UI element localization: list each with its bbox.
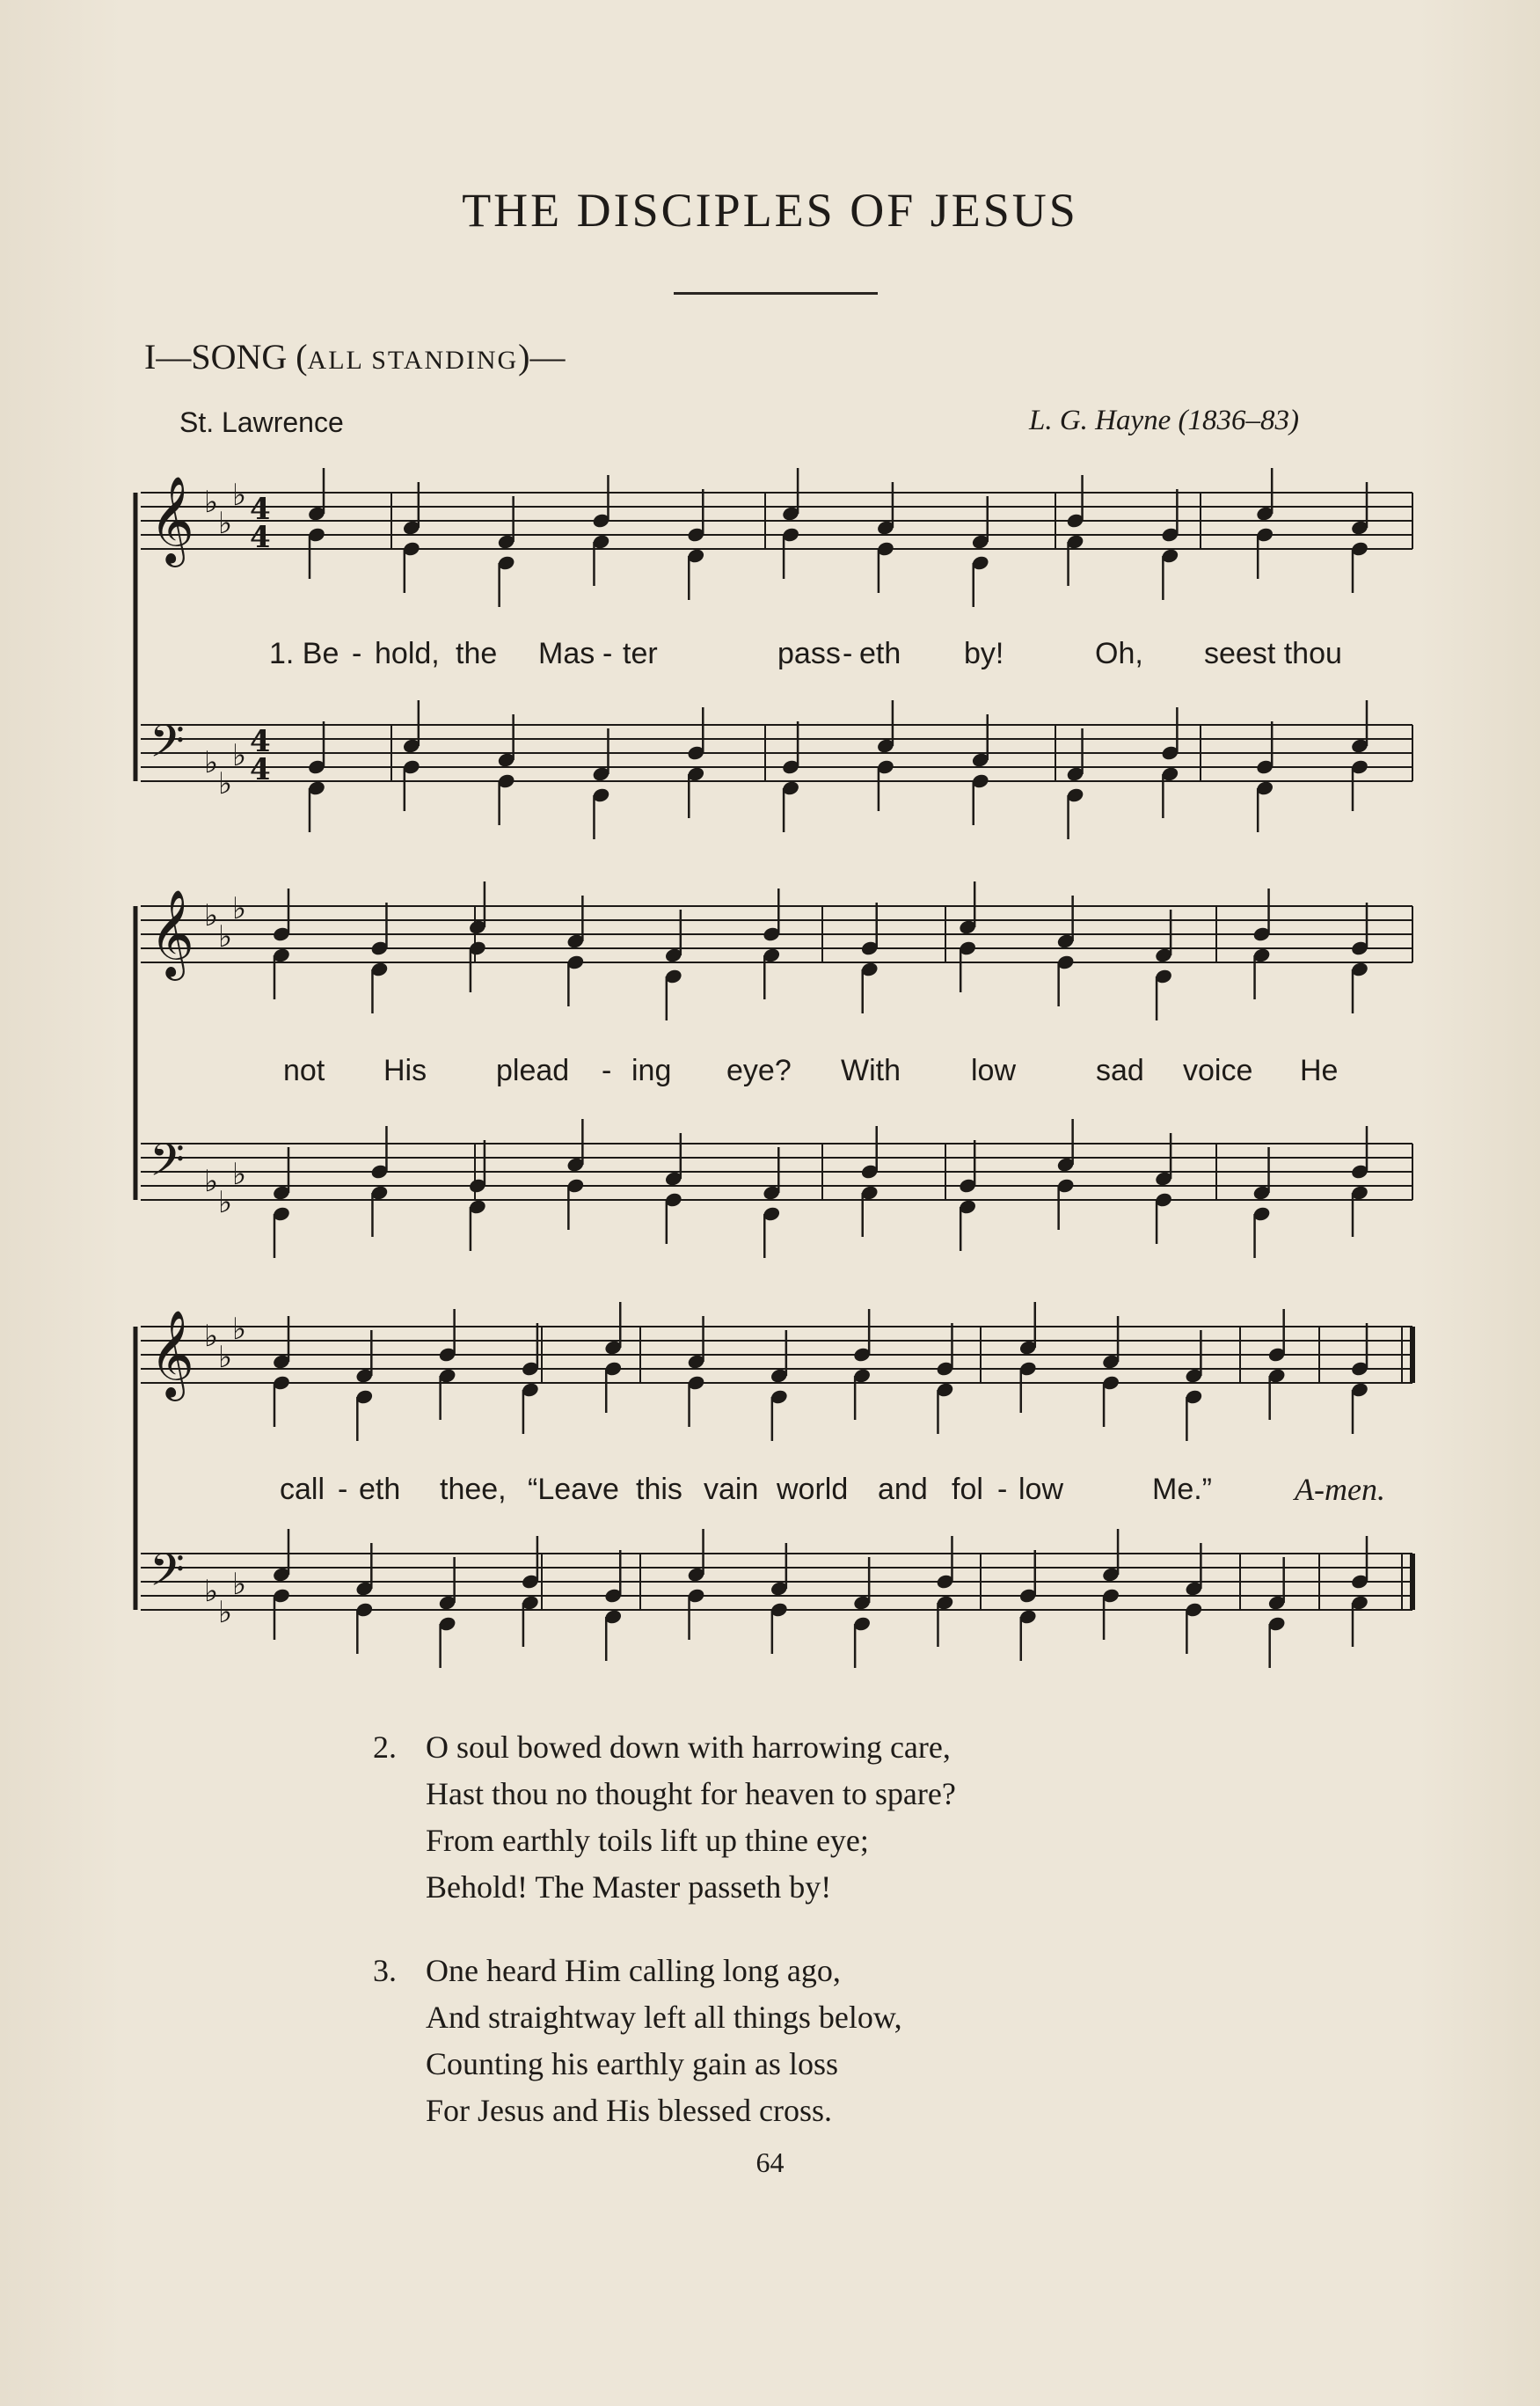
bass-clef-icon: 𝄢 <box>150 714 185 779</box>
lyric-syllable: not <box>283 1054 325 1087</box>
lyric-hyphen: - <box>338 1473 348 1506</box>
bass-clef-icon: 𝄢 <box>150 1133 185 1197</box>
flat-icon: ♭ <box>204 898 219 933</box>
lyric-syllable: ter <box>623 637 658 670</box>
lyric-syllable: eth <box>859 637 901 670</box>
verse-3 <box>373 1948 902 2134</box>
section-smallcaps: ALL STANDING <box>307 346 519 375</box>
lyric-hyphen: - <box>352 637 362 670</box>
flat-icon: ♭ <box>218 1185 233 1220</box>
treble-clef-icon: 𝄞 <box>150 889 194 977</box>
lyric-syllable: With <box>841 1054 901 1087</box>
lyric-amen: A-men. <box>1295 1472 1385 1507</box>
flat-icon: ♭ <box>218 766 233 801</box>
treble-clef-icon: 𝄞 <box>150 1310 194 1398</box>
lyric-syllable: Oh, <box>1095 637 1143 670</box>
lyric-syllable: voice <box>1183 1054 1253 1087</box>
lyric-syllable: the <box>456 637 498 670</box>
lyric-syllable: call <box>280 1473 325 1506</box>
lyric-syllable: eth <box>359 1473 401 1506</box>
time-signature-digit: 4 <box>250 520 271 555</box>
flat-icon: ♭ <box>232 738 247 773</box>
lyric-syllable: thee, <box>440 1473 507 1506</box>
verse-line: For Jesus and His blessed cross. <box>426 2093 832 2128</box>
verse-line: O soul bowed down with harrowing care, <box>426 1730 951 1765</box>
tune-name: St. Lawrence <box>179 406 344 438</box>
flat-icon: ♭ <box>204 745 219 780</box>
lyric-syllable: plead <box>496 1054 570 1087</box>
lyric-hyphen: - <box>602 1054 612 1087</box>
verse-line: Hast thou no thought for heaven to spare? <box>426 1776 956 1811</box>
lyric-syllable: 1. Be <box>269 637 339 670</box>
lyric-syllable: “Leave <box>528 1473 619 1506</box>
flat-icon: ♭ <box>232 1157 247 1192</box>
lyric-syllable: pass <box>777 637 841 670</box>
lyric-syllable: fol <box>952 1473 983 1506</box>
lyric-syllable: world <box>777 1473 849 1506</box>
verse-number: 2. <box>373 1730 397 1765</box>
flat-icon: ♭ <box>204 1319 219 1354</box>
lyric-syllable: by! <box>964 637 1004 670</box>
flat-icon: ♭ <box>232 478 247 513</box>
verse-line: One heard Him calling long ago, <box>426 1953 841 1988</box>
lyric-syllable: He <box>1300 1054 1339 1087</box>
lyric-syllable: His <box>383 1054 427 1087</box>
composer-credit: L. G. Hayne (1836–83) <box>1029 405 1300 436</box>
lyric-syllable: Mas <box>538 637 595 670</box>
lyric-syllable: low <box>971 1054 1017 1087</box>
verse-2 <box>373 1724 956 1911</box>
page-number: 64 <box>755 2146 785 2178</box>
flat-icon: ♭ <box>204 1574 219 1609</box>
flat-icon: ♭ <box>204 1164 219 1199</box>
lyric-syllable: ing <box>631 1054 672 1087</box>
lyric-syllable: sad <box>1096 1054 1144 1087</box>
lyric-syllable: eye? <box>726 1054 792 1087</box>
flat-icon: ♭ <box>218 506 233 541</box>
flat-icon: ♭ <box>204 485 219 520</box>
verse-line: And straightway left all things below, <box>426 2000 902 2035</box>
lyric-syllable: seest thou <box>1204 637 1342 670</box>
lyric-syllable: and <box>878 1473 928 1506</box>
time-signature-digit: 4 <box>250 492 271 527</box>
bass-clef-icon: 𝄢 <box>150 1543 185 1607</box>
treble-clef-icon: 𝄞 <box>150 476 194 564</box>
lyric-syllable: this <box>636 1473 682 1506</box>
lyric-hyphen: - <box>997 1473 1008 1506</box>
section-prefix: I—SONG ( <box>144 337 308 377</box>
flat-icon: ♭ <box>232 891 247 926</box>
flat-icon: ♭ <box>218 919 233 954</box>
lyric-syllable: vain <box>704 1473 759 1506</box>
time-signature-digit: 4 <box>250 724 271 759</box>
lyric-hyphen: - <box>843 637 853 670</box>
flat-icon: ♭ <box>232 1312 247 1347</box>
page-title: THE DISCIPLES OF JESUS <box>462 184 1078 237</box>
verse-line: Behold! The Master passeth by! <box>426 1869 832 1905</box>
flat-icon: ♭ <box>218 1340 233 1375</box>
verse-line: Counting his earthly gain as loss <box>426 2046 838 2081</box>
verse-number: 3. <box>373 1953 397 1988</box>
section-suffix: )— <box>518 337 566 377</box>
lyric-hyphen: - <box>602 637 613 670</box>
flat-icon: ♭ <box>218 1595 233 1630</box>
flat-icon: ♭ <box>232 1567 247 1602</box>
time-signature-digit: 4 <box>250 752 271 787</box>
lyric-syllable: Me.” <box>1152 1473 1212 1506</box>
lyric-syllable: low <box>1018 1473 1064 1506</box>
verse-line: From earthly toils lift up thine eye; <box>426 1823 869 1858</box>
lyric-syllable: hold, <box>375 637 440 670</box>
